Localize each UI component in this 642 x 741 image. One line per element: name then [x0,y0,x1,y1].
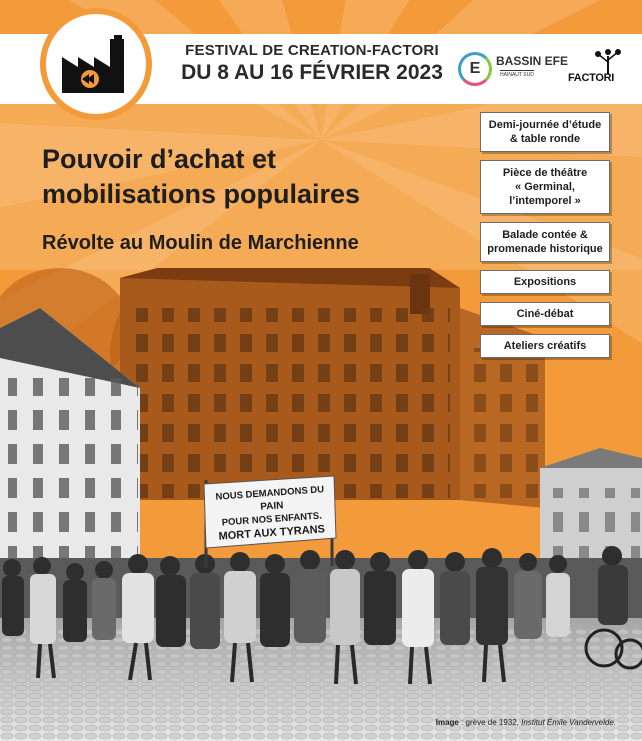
program-walk [480,222,610,262]
efe-subtitle: HAINAUT SUD [500,72,534,78]
program-workshops [480,334,610,358]
efe-mark: E [458,52,492,86]
program-theatre-line-3: l’intemporel » [509,195,581,207]
festival-dates: DU 8 AU 16 FÉVRIER 2023 [181,61,443,84]
program-study-day [480,112,610,152]
factori-logo [40,8,152,120]
program-theatre [480,160,610,214]
festival-heading [172,42,452,85]
program-cine-debate [480,302,610,326]
main-title-line-2: mobilisations populaires [42,179,361,209]
program-exhibitions-label: Expositions [513,276,577,288]
program-cine-debate-label: Ciné-débat [516,308,574,320]
main-title [42,142,462,212]
image-credit [436,718,616,727]
program-theatre-line-2: « Germinal, [515,181,575,193]
banner-line-3: POUR NOS ENFANTS. [221,510,323,529]
program-walk-line-1: Balade contée & [502,229,588,241]
festival-name: FESTIVAL DE CREATION-FACTORI [185,42,439,59]
program-walk-line-2: promenade historique [487,243,603,255]
factory-play-icon [60,33,132,95]
credit-label: Image [435,718,459,727]
credit-source: Institut Émile Vandervelde. [518,718,616,727]
efe-name: BASSIN EFE [496,54,569,68]
bassin-efe-logo [458,50,569,90]
program-theatre-line-1: Pièce de théâtre [502,167,588,179]
banner-line-1: NOUS DEMANDONS DU [215,484,325,503]
main-title-line-1: Pouvoir d’achat et [42,144,277,174]
banner-line-4: MORT AUX TYRANS [218,523,326,543]
factori-name: FACTORI [568,72,614,84]
program-study-day-line-2: & table ronde [509,133,581,145]
factori-partner-logo [568,48,628,90]
tree-icon [586,48,626,74]
credit-text: : grève de 1932, [458,718,519,727]
subtitle: Révolte au Moulin de Marchienne [42,232,359,254]
program-exhibitions [480,270,610,294]
banner-line-2: PAIN [259,500,284,513]
program-workshops-label: Ateliers créatifs [503,340,587,352]
program-study-day-line-1: Demi-journée d’étude [488,119,602,131]
